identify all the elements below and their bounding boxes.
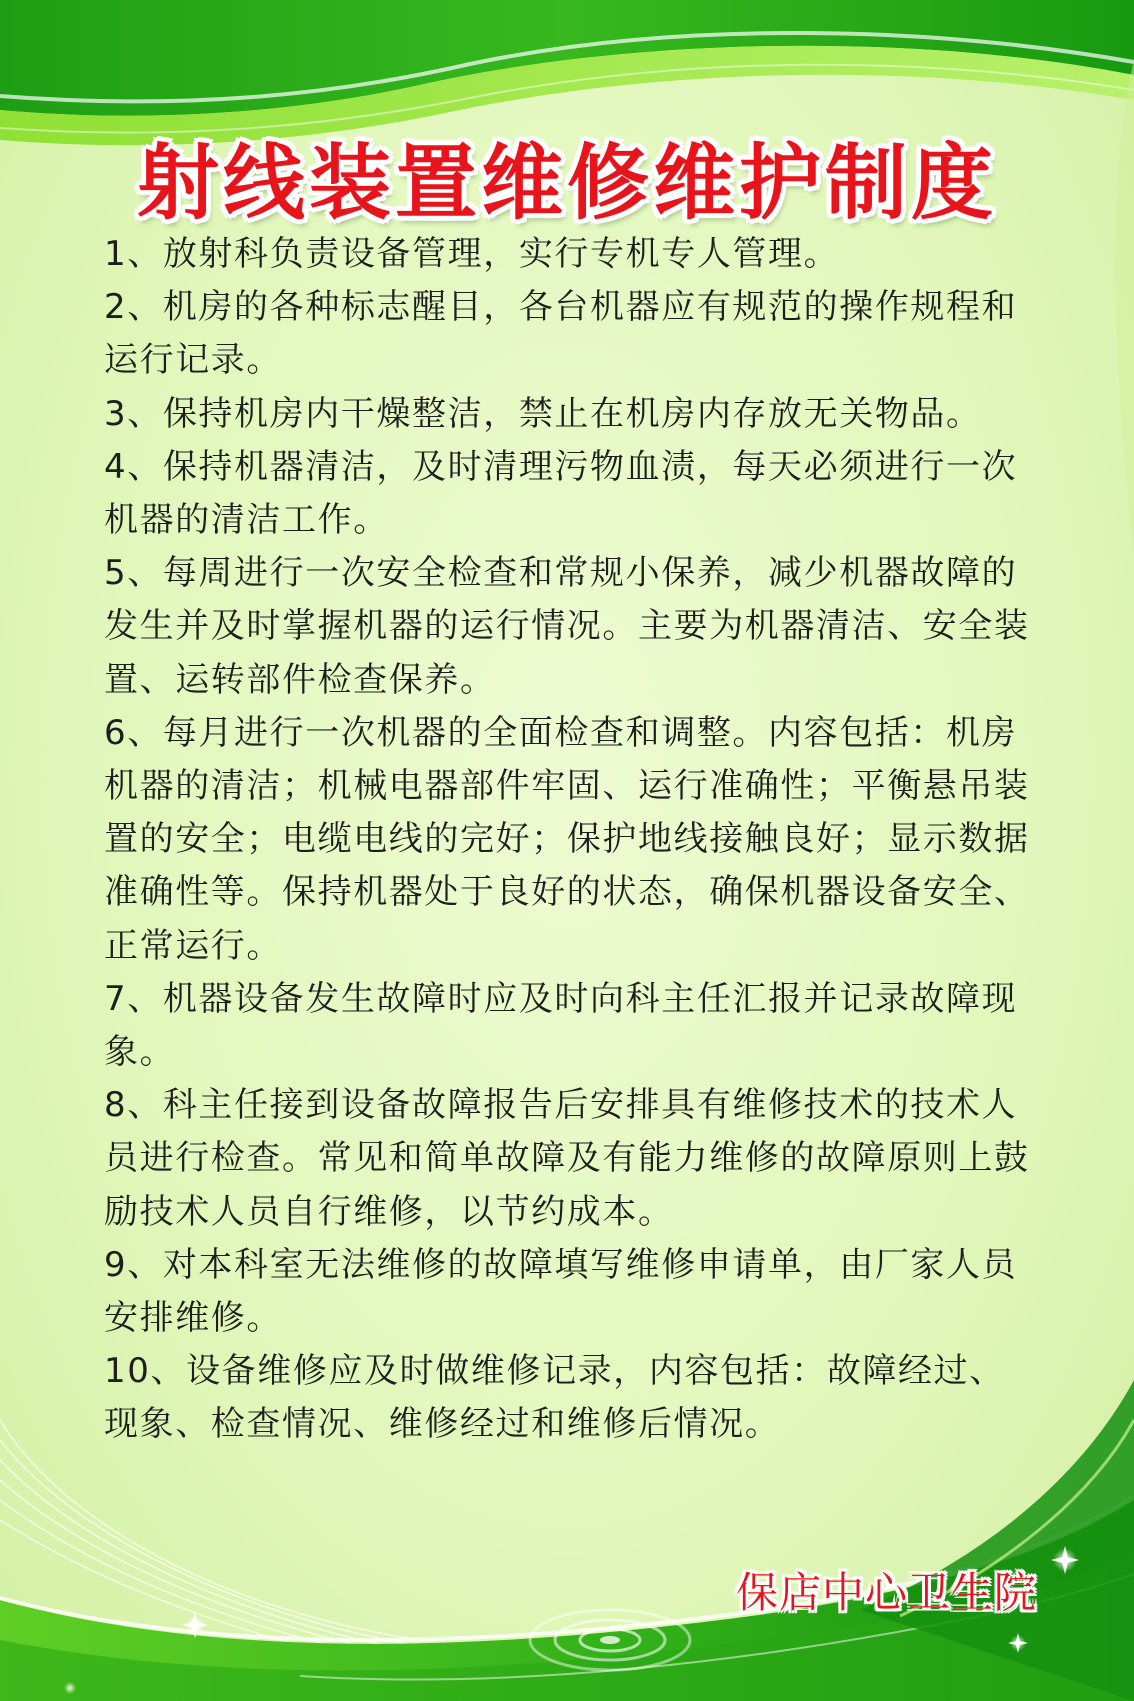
regulation-list [104,228,1034,1452]
regulation-item-3: 3、保持机房内干燥整洁，禁止在机房内存放无关物品。 [104,393,982,434]
regulation-item-2: 2、机房的各种标志醒目，各台机器应有规范的操作规程和运行记录。 [104,287,1018,381]
regulation-item-6: 6、每月进行一次机器的全面检查和调整。内容包括：机房机器的清洁；机械电器部件牢固、运行准确性；平衡悬吊装置的安全；电缆电线的完好；保护地线接触良好；显示数据准确性等。保持机器处于良好的状态，确保机器设备安全、正常运行。 [104,712,1030,966]
poster-title: 射线装置维修维护制度 [136,136,997,231]
regulation-item-4: 4、保持机器清洁，及时清理污物血渍，每天必须进行一次机器的清洁工作。 [104,446,1018,541]
regulation-item-8: 8、科主任接到设备故障报告后安排具有维修技术的技术人员进行检查。常见和简单故障及有能力维修的故障原则上鼓励技术人员自行维修，以节约成本。 [104,1085,1030,1232]
regulation-item-1: 1、放射科负责设备管理，实行专机专人管理。 [104,234,840,274]
regulation-item-9: 9、对本科室无法维修的故障填写维修申请单，由厂家人员安排维修。 [104,1244,1018,1339]
organization-name: 保店中心卫生院 [736,1568,1038,1617]
regulation-item-10: 10、设备维修应及时做维修记录，内容包括：故障经过、现象、检查情况、维修经过和维修后情况。 [104,1351,1005,1445]
regulation-item-7: 7、机器设备发生故障时应及时向科主任汇报并记录故障现象。 [104,978,1018,1073]
regulation-item-5: 5、每周进行一次安全检查和常规小保养，减少机器故障的发生并及时掌握机器的运行情况。主要为机器清洁、安全装置、运转部件检查保养。 [104,553,1030,700]
